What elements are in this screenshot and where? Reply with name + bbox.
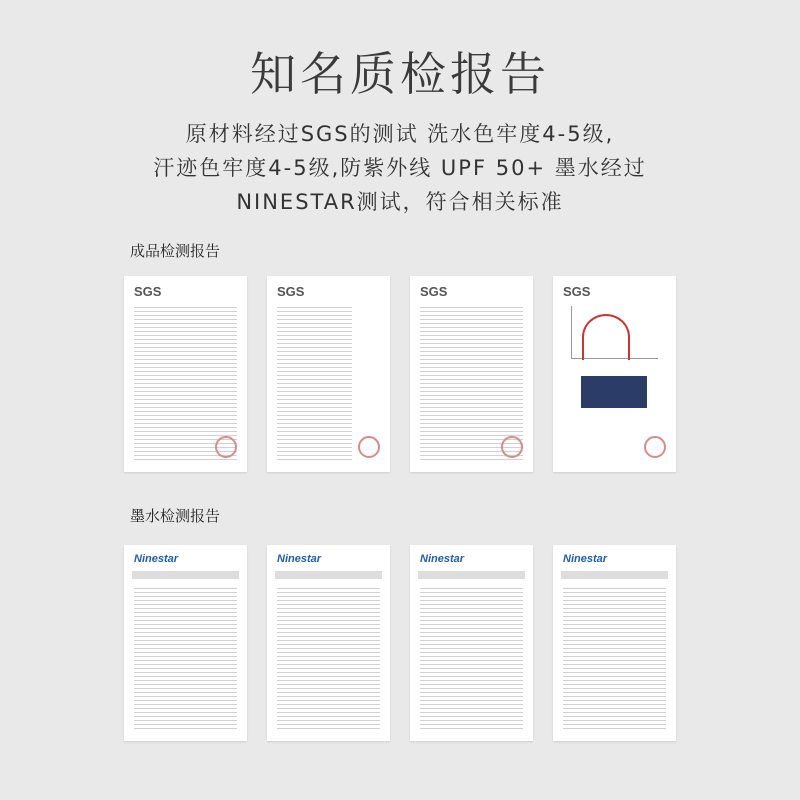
sds-text-lines <box>563 585 666 731</box>
stamp-seal-icon <box>644 436 666 458</box>
sds-text-lines <box>277 585 380 731</box>
ink-report-row <box>124 545 676 741</box>
sds-text-lines <box>420 585 523 731</box>
ninestar-sds-page-1[interactable] <box>124 545 247 741</box>
sgs-logo: SGS <box>134 284 162 299</box>
sgs-report-page-2[interactable] <box>267 276 390 472</box>
sgs-report-page-4[interactable] <box>553 276 676 472</box>
stamp-seal-icon <box>501 436 523 458</box>
description-line-2: 汗迹色牢度4-5级,防紫外线 UPF 50+ 墨水经过 <box>153 156 647 180</box>
ink-report-label: 墨水检测报告 <box>130 507 221 525</box>
section-header-band <box>132 571 239 579</box>
stamp-seal-icon <box>358 436 380 458</box>
section-header-band <box>561 571 668 579</box>
page-title: 知名质检报告 <box>250 47 550 101</box>
finished-product-report-label: 成品检测报告 <box>130 242 221 260</box>
ninestar-logo: Ninestar <box>134 553 179 565</box>
section-header-band <box>275 571 382 579</box>
section-header-band <box>418 571 525 579</box>
sample-photo <box>581 376 647 408</box>
sgs-report-page-3[interactable] <box>410 276 533 472</box>
sgs-logo: SGS <box>277 284 305 299</box>
sgs-logo: SGS <box>563 284 591 299</box>
transmission-chart-icon <box>571 306 658 359</box>
ninestar-logo: Ninestar <box>563 553 608 565</box>
ninestar-sds-page-2[interactable] <box>267 545 390 741</box>
sgs-report-page-1[interactable] <box>124 276 247 472</box>
sds-text-lines <box>134 585 237 731</box>
stamp-seal-icon <box>215 436 237 458</box>
description-line-3: NINESTAR测试，符合相关标准 <box>236 190 564 214</box>
ninestar-sds-page-4[interactable] <box>553 545 676 741</box>
report-text-lines <box>277 304 352 462</box>
description-line-1: 原材料经过SGS的测试 洗水色牢度4-5级, <box>185 122 615 146</box>
ninestar-logo: Ninestar <box>277 553 322 565</box>
ninestar-logo: Ninestar <box>420 553 465 565</box>
sgs-logo: SGS <box>420 284 448 299</box>
finished-product-report-row <box>124 276 676 472</box>
ninestar-sds-page-3[interactable] <box>410 545 533 741</box>
